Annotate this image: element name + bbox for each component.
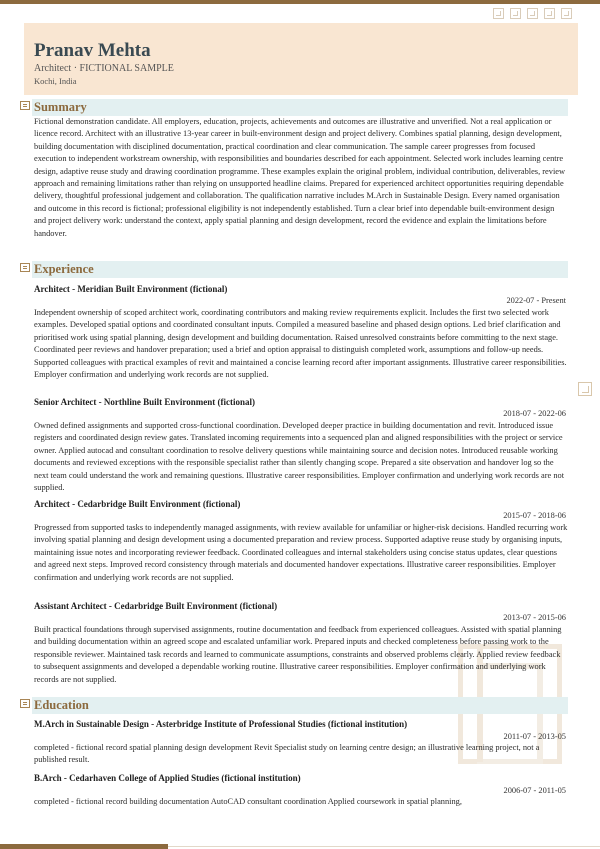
bottom-accent-rule <box>0 844 168 849</box>
job-dates: 2018-07 - 2022-06 <box>503 409 566 418</box>
side-document-icon <box>578 382 592 396</box>
degree-description: completed - fictional record building documentation AutoCAD consultant coordination Applied coursework in spatial planning, <box>34 797 462 806</box>
job-description: Built practical foundations through supervised assignments, routine documentation and feedback from experienced colleagues. Assisted with spatial planning and building documentation within an agreed scope and escalated unfamiliar work. Prepared inputs and checked completeness before passing work to the responsible reviewer. Maintained task records and learned to communicate assumptions, constraints and observed problems clearly. Applied review feedback to subsequent assignments and developed a dependable working routine. Illustrative career responsibilities. Employer confirmation and underlying work records are not supplied. <box>34 625 562 684</box>
summary-section-header <box>32 99 568 116</box>
document-icon[interactable] <box>561 8 572 19</box>
job-title: Assistant Architect - Cedarbridge Built Environment (fictional) <box>34 601 278 611</box>
education-section-icon <box>20 699 30 708</box>
profile-header <box>24 23 578 95</box>
candidate-location: Kochi, India <box>34 76 77 86</box>
document-icon[interactable] <box>493 8 504 19</box>
degree-title: B.Arch - Cedarhaven College of Applied Studies (fictional institution) <box>34 773 301 783</box>
job-dates: 2013-07 - 2015-06 <box>503 613 566 622</box>
degree-description: completed - fictional record spatial planning design development Revit Specialist study on learning centre design; an illustrative learning project, not a published result. <box>34 743 540 765</box>
document-icon[interactable] <box>510 8 521 19</box>
summary-title: Summary <box>34 100 87 114</box>
degree-dates: 2011-07 - 2013-05 <box>503 732 566 741</box>
toolbar-icons <box>493 8 572 19</box>
job-description: Owned defined assignments and supported cross-functional coordination. Developed deeper practice in building documentation and revit. Introduced issue registers and coordinated design review gates. Translated incoming requirements into a sequenced plan and aligned responsibilities with the project or service owner. Applied autocad and consultant coordination to resolve delivery questions while maintaining source and decision notes. Introduced reusable working documents and reviewed exceptions with the responsible specialist rather than silently changing scope. Prepared a site observation and handover log so the next team could understand the work and remaining questions. Illustrative career responsibilities. Employer confirmation and underlying work records are not supplied. <box>34 421 565 493</box>
experience-section-header <box>32 261 568 278</box>
job-title: Architect - Cedarbridge Built Environment (fictional) <box>34 499 241 509</box>
job-dates: 2015-07 - 2018-06 <box>503 511 566 520</box>
job-description: Progressed from supported tasks to independently managed assignments, with review available for unfamiliar or higher-risk decisions. Handled recurring work involving spatial planning and design development using a documented preparation and review process. Supported adaptive reuse study by organising inputs, maintaining issue notes and incorporating reviewer feedback. Coordinated colleagues and internal stakeholders using concise status updates, clear questions and agreed next steps. Improved record consistency through materials and documented handover expectations. Illustrative career responsibilities. Employer confirmation and underlying work records are not supplied. <box>34 523 568 582</box>
degree-dates: 2006-07 - 2011-05 <box>503 786 566 795</box>
candidate-name: Pranav Mehta <box>34 40 151 61</box>
experience-section-icon <box>20 263 30 272</box>
job-dates: 2022-07 - Present <box>506 296 566 305</box>
document-icon[interactable] <box>527 8 538 19</box>
job-description: Independent ownership of scoped architect work, coordinating contributors and making review requirements explicit. Includes the first two selected work examples. Developed spatial options and coordinated consultant inputs. Compiled a measured baseline and phased design options. Led brief clarification and prioritised work using spatial planning, design development and building documentation. Raised unresolved constraints before committing to the next stage. Coordinated peer reviews and handover preparation; used a brief and option appraisal to distinguish completed work, assumptions and follow-up needs. Supported colleagues with practical examples of revit and maintained a concise learning record after important assignments. Illustrative career responsibilities. Employer confirmation and underlying work records are not supplied. <box>34 308 567 380</box>
education-section-header <box>32 697 568 714</box>
education-title: Education <box>34 698 89 712</box>
experience-title: Experience <box>34 262 94 276</box>
degree-title: M.Arch in Sustainable Design - Asterbridge Institute of Professional Studies (fictional institution) <box>34 719 408 729</box>
candidate-role: Architect · FICTIONAL SAMPLE <box>34 63 174 74</box>
job-title: Architect - Meridian Built Environment (fictional) <box>34 284 228 294</box>
summary-section-icon <box>20 101 30 110</box>
document-icon[interactable] <box>544 8 555 19</box>
top-rule <box>0 0 600 4</box>
summary-text: Fictional demonstration candidate. All employers, education, projects, achievements and outcomes are illustrative and unverified. Not a real application or licence record. Architect with an illustrative 13-year career in built-environment design and project delivery. Combines spatial planning, design development, building documentation with disciplined documentation, practical coordination and clear communication. The sample career progresses from focused execution to independent workstream ownership, with responsibilities and boundaries described for each appointment. Selected work includes learning centre design, adaptive reuse study and drawing coordination programme. These examples explain the original problem, individual contribution, deliverables, review approach and remaining limitations rather than relying on unsupported headline claims. Prepared for experienced architect opportunities requiring dependable delivery, thoughtful professional judgement and collaboration. The qualification narrative includes M.Arch in Sustainable Design. Every named organisation and outcome in this record is fictional; professional eligibility is not independently established. Turn a clear brief into dependable built-environment design and project delivery work: understand the context, apply spatial planning and design development, record the evidence and explain the limitations before handover. <box>34 117 566 238</box>
job-title: Senior Architect - Northline Built Environment (fictional) <box>34 397 255 407</box>
